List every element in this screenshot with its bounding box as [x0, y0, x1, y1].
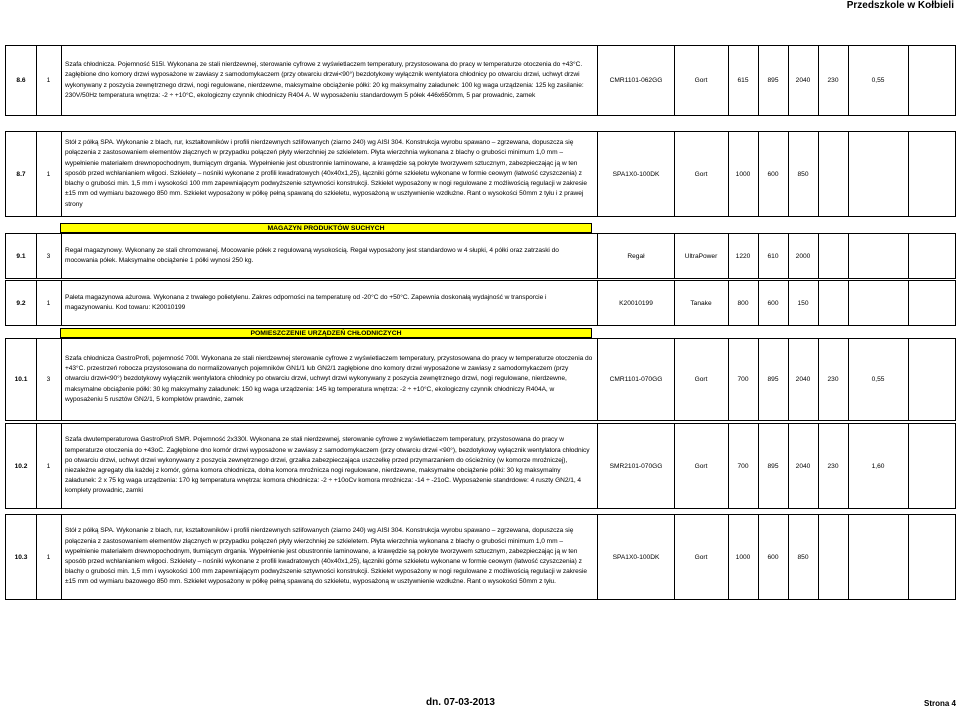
item-number: 9.1: [6, 234, 37, 278]
item-power: 0,55: [848, 46, 909, 115]
item-quantity: 1: [36, 515, 62, 599]
item-brand: Gort: [674, 424, 729, 508]
item-brand: Gort: [674, 132, 729, 216]
item-voltage: [818, 515, 849, 599]
item-number: 10.2: [6, 424, 37, 508]
item-voltage: [818, 234, 849, 278]
item-power: [848, 515, 909, 599]
item-number: 10.1: [6, 339, 37, 420]
item-description-cell: [61, 515, 598, 599]
item-height: 2040: [788, 424, 819, 508]
item-depth: 895: [758, 339, 789, 420]
item-description: Stół z półką SPA. Wykonanie z blach, rur, kształtowników i profili nierdzewnych szlifowanych (ziarno 240) wg AISI 304. Konstrukcja wyrobu spawano – zgrzewana, dopuszcza się połączenia z zastosowaniem elementów złącznych w przypadku połączeń płyty wierzchniej ze szkieletem. Płyta wierzchnia wykonana z blachy o grubości minimum 1,0 mm – wypełnienie materiałem drewnopochodnym, tłumiącym drgania. Wypełnienie jest obustronnie laminowane, a krawędzie są pokryte tworzywem sztucznym, zabezpieczając ją w ten sposób przed wchłanianiem wilgoci. Szkielety – nośniki wykonane z profili kwadratowych (40x40x1,25), łączniki górne szkieletu wykonane w formie ceowym (łatwość czyszczenia) z blachy o grubości min. 1,5 mm i wysokości 100 mm zapewniającym podwyższenie sztywności konstrukcji. Szkielet wyposażony w nogi regulowane z możliwością regulacji w zakresie ±15 mm od wymiaru bazowego 850 mm. Szkielet wyposażony w półkę pełną spawaną do szkieletu, wyposażoną w usztywnienie wzdłużne. Rant o wysokości 50mm z tyłu i z prawej strony: [65, 139, 588, 208]
item-width: 700: [728, 339, 759, 420]
item-number: 10.3: [6, 515, 37, 599]
item-code: SMR2101-070GG: [598, 424, 675, 508]
item-description-cell: [61, 46, 598, 115]
item-description-cell: [61, 424, 598, 508]
item-height: 2000: [788, 234, 819, 278]
table-row: [5, 423, 956, 509]
item-quantity: 1: [36, 132, 62, 216]
item-description-cell: [61, 339, 598, 420]
item-number: 8.7: [6, 132, 37, 216]
item-description: Szafa dwutemperaturowa GastroProfi SMR. Pojemność 2x330l. Wykonana ze stali nierdzewnej, sterowanie cyfrowe z wyświetlaczem temperatury, przystosowana do pracy w temperaturze otoczenia do +43oC. Zagłębione dno komór drzwi wyposażone w zawiasy z samodomykaczem (przy otwarciu drzwi <90°), bezdotykowy wyłącznik wentylatora chłodnicy po otwarciu drzwi, uchwyt drzwi wykonywany z poszycia zewnętrznego drzwi, grzałka zabezpieczająca uszczelkę przed przymarzaniem do ościeżnicy (w komorze mroźniczej), niezależne agregaty dla każdej z komór, górna komora chłodnicza, dolna komora mroźnicza nogi regulowane, nierdzewne, maksymalne obciążenie półki: 30 kg maksymalny załadunek: 2 x 75 kg waga urządzenia: 170 kg temperatura wnętrza: komora chłodnicza: -2 ÷ +10oCv komora mroźnicza: -14 ÷ -21oC. Wyposażenie standrdowe: 4 ruszty GN2/1, 4 komplety prowadnic, zamki: [65, 436, 590, 495]
item-code: CMR1101-062GG: [598, 46, 675, 115]
item-voltage: 230: [818, 339, 849, 420]
item-number: 8.6: [6, 46, 37, 115]
item-width: 700: [728, 424, 759, 508]
item-quantity: 3: [36, 234, 62, 278]
item-voltage: 230: [818, 424, 849, 508]
item-power: 0,55: [848, 339, 909, 420]
item-description-cell: [61, 132, 598, 216]
item-width: 1000: [728, 132, 759, 216]
item-brand: Gort: [674, 515, 729, 599]
item-description-cell: [61, 281, 598, 325]
item-depth: 610: [758, 234, 789, 278]
item-description: Stół z półką SPA. Wykonanie z blach, rur, kształtowników i profili nierdzewnych szlifowanych (ziarno 240) wg AISI 304. Konstrukcja wyrobu spawano – zgrzewana, dopuszcza się połączenia z zastosowaniem elementów złącznych w przypadku połączeń płyty wierzchniej ze szkieletem. Płyta wierzchnia wykonana z blachy o grubości minimum 1,0 mm – wypełnienie materiałem drewnopochodnym, tłumiącym drgania. Wypełnienie jest obustronnie laminowane, a krawędzie są pokryte tworzywem sztucznym, zabezpieczając ją w ten sposób przed wchłanianiem wilgoci. Szkielety – nośniki wykonane z profili kwadratowych (40x40x1,25), łączniki górne szkieletu wykonane w formie ceowym (łatwość czyszczenia) z blachy o grubości min. 1,5 mm i wysokości 100 mm zapewniającym podwyższenie sztywności konstrukcji. Szkielet wyposażony w nogi regulowane z możliwością regulacji w zakresie ±15 mm od wymiaru bazowego 850 mm. Szkielet wyposażony w półkę pełną spawaną do szkieletu, wyposażoną w usztywnienie wzdłużne. Rant o wysokości 50mm z tyłu.: [65, 527, 588, 586]
item-voltage: [818, 132, 849, 216]
item-brand: UltraPower: [674, 234, 729, 278]
footer-date: dn. 07-03-2013: [426, 697, 495, 708]
item-extra: [908, 46, 955, 115]
item-height: 2040: [788, 46, 819, 115]
item-brand: Tanake: [674, 281, 729, 325]
item-code: CMR1101-070GG: [598, 339, 675, 420]
item-description: Regał magazynowy. Wykonany ze stali chromowanej. Mocowanie półek z regulowaną wysokością. Regał wyposażony jest standardowo w 4 słupki, 4 półki oraz zatrzaski do mocowania półek. Maksymalne obciążenie 1 półki wynosi 250 kg.: [65, 246, 559, 264]
item-extra: [908, 234, 955, 278]
item-depth: 600: [758, 281, 789, 325]
item-width: 1220: [728, 234, 759, 278]
item-extra: [908, 424, 955, 508]
item-width: 800: [728, 281, 759, 325]
page-header-title: Przedszkole w Kołbieli: [846, 0, 954, 11]
item-depth: 895: [758, 424, 789, 508]
table-row: [5, 280, 956, 326]
table-row: [5, 338, 956, 421]
item-description: Paleta magazynowa ażurowa. Wykonana z trwałego polietylenu. Zakres odporności na temperaturę od -20°C do +50°C. Zapewnia doskonałą wydajność w transporcie i magazynowaniu. Kod towaru: K20010199: [65, 293, 547, 311]
item-number: 9.2: [6, 281, 37, 325]
item-height: 850: [788, 132, 819, 216]
item-extra: [908, 281, 955, 325]
section-title-cooling-room: POMIESZCZENIE URZĄDZEŃ CHŁODNICZYCH: [60, 328, 592, 338]
item-description: Szafa chłodnicza GastroProfi, pojemność 700l. Wykonana ze stali nierdzewnej sterowanie cyfrowe z wyświetlaczem temperatury, przystosowana do pracy w temperaturze otoczenia do +43°C. przestrzeń robocza przystosowana do normalizowanych pojemników GN1/1 lub GN2/1 zagłębione dno komory drzwi wyposażone w zawiasy z samodomykaczem (przy otwarciu drzwi<90°) bezdotykowy wyłącznik wentylatora chłodnicy po otwarciu drzwi, uchwyt drzwi wykonywany z poszycia zewnętrznego drzwi, nogi regulowane, nierdzewne, maksymalne obciążenie półki: 30 kg maksymalny załadunek: 150 kg waga urządzenia: 145 kg temperatura wnętrza: -2 ÷ +10°C, ekologiczny czynnik chłodniczy R404A, w wyposażeniu 5 rusztów GN2/1, 5 kompletów prawdnic, zamek: [65, 354, 593, 403]
item-quantity: 1: [36, 424, 62, 508]
item-code: SPA1X0-100DK: [598, 132, 675, 216]
item-code: Regał: [598, 234, 675, 278]
item-extra: [908, 132, 955, 216]
item-power: [848, 281, 909, 325]
item-code: K20010199: [598, 281, 675, 325]
item-description: Szafa chłodnicza. Pojemność 515l. Wykonana ze stali nierdzewnej, sterowanie cyfrowe z wyświetlaczem temperatury, przystosowana do pracy w temperaturze otoczenia do +43°C. zagłębione dno komory drzwi wyposażone w zawiasy z samodomykaczem (przy otwarciu drzwi<90°) bezdotykowy wyłącznik wentylatora chłodnicy po otwarciu drzwi, uchwyt drzwi wykonywany z poszycia zewnętrznego drzwi, nogi regulowane, nierdzewne, maksymalne obciążenie półki: 20 kg maksymalny załadunek: 100 kg waga urządzenia: 125 kg zasilanie: 230V/50Hz temperatura wnętrza: -2 ÷ +10°C, ekologiczny czynnik chłodniczy R404 A. W wyposażeniu standardowym 5 półek 446x650mm, 5 par prowadnic, zamek: [65, 61, 584, 99]
item-width: 615: [728, 46, 759, 115]
item-voltage: 230: [818, 46, 849, 115]
item-brand: Gort: [674, 339, 729, 420]
item-quantity: 1: [36, 46, 62, 115]
item-height: 850: [788, 515, 819, 599]
table-row: [5, 45, 956, 116]
item-power: [848, 234, 909, 278]
item-code: SPA1X0-100DK: [598, 515, 675, 599]
table-row: [5, 233, 956, 279]
item-height: 2040: [788, 339, 819, 420]
item-voltage: [818, 281, 849, 325]
item-brand: Gort: [674, 46, 729, 115]
item-power: 1,60: [848, 424, 909, 508]
item-power: [848, 132, 909, 216]
table-row: [5, 131, 956, 217]
item-width: 1000: [728, 515, 759, 599]
table-row: [5, 514, 956, 600]
item-quantity: 1: [36, 281, 62, 325]
item-height: 150: [788, 281, 819, 325]
item-depth: 895: [758, 46, 789, 115]
item-description-cell: [61, 234, 598, 278]
item-extra: [908, 339, 955, 420]
section-title-dry-storage: MAGAZYN PRODUKTÓW SUCHYCH: [60, 223, 592, 233]
item-quantity: 3: [36, 339, 62, 420]
footer-page-number: Strona 4: [923, 699, 956, 708]
item-depth: 600: [758, 515, 789, 599]
item-depth: 600: [758, 132, 789, 216]
item-extra: [908, 515, 955, 599]
